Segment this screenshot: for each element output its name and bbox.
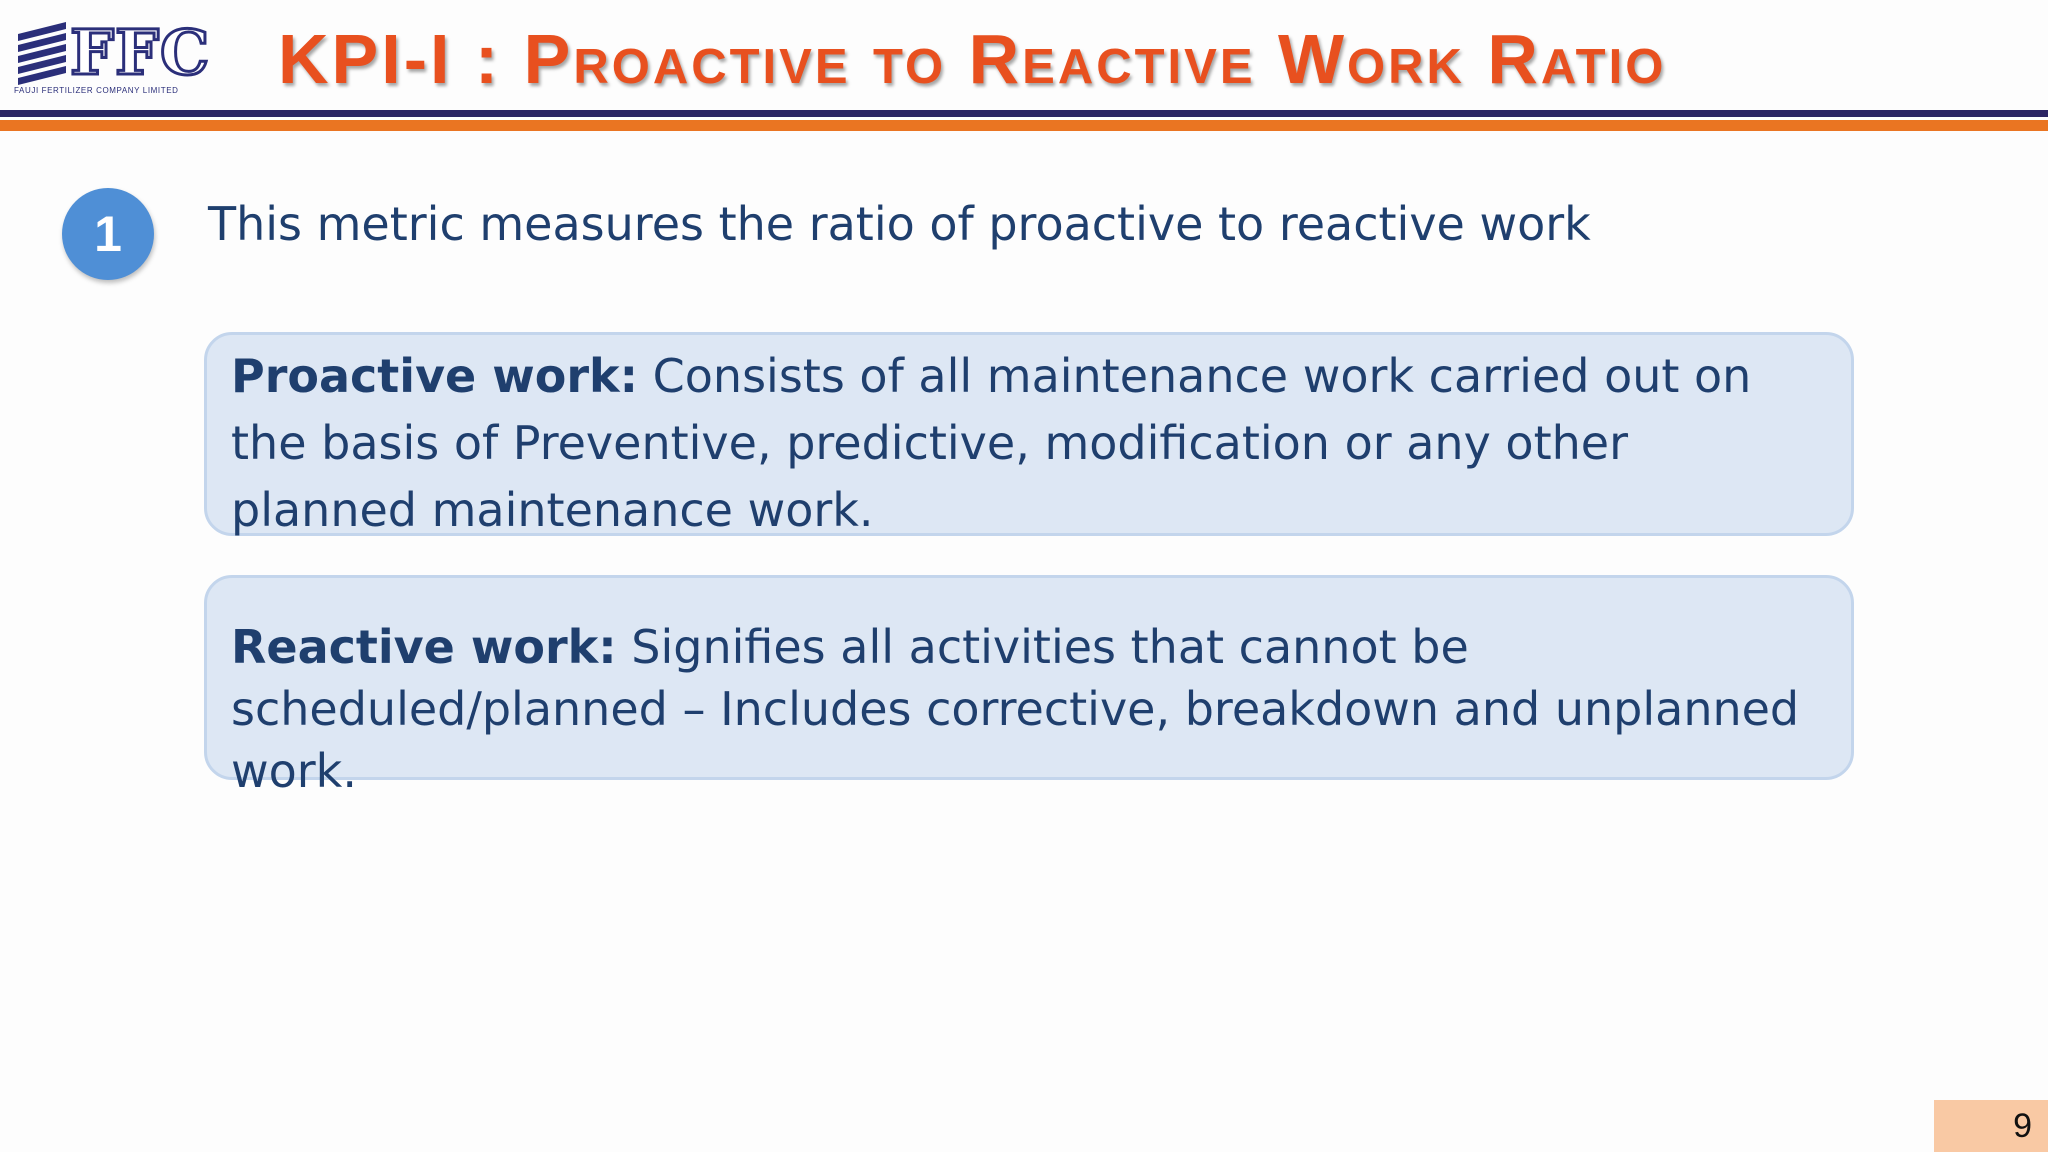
proactive-term: Proactive work: xyxy=(231,349,639,403)
proactive-definition-box xyxy=(204,332,1854,536)
company-logo xyxy=(14,18,224,98)
slide-title: KPI-I : Proactive to Reactive Work Ratio xyxy=(278,20,1667,98)
logo-stripes-icon xyxy=(14,20,74,86)
reactive-term: Reactive work: xyxy=(231,620,617,674)
header-rule-orange xyxy=(0,120,2048,131)
logo-tagline: FAUJI FERTILIZER COMPANY LIMITED xyxy=(14,86,179,95)
logo-letters: FFC xyxy=(70,16,211,89)
point-number-badge: 1 xyxy=(62,188,154,280)
point-text: This metric measures the ratio of proactive to reactive work xyxy=(208,197,1591,251)
page-number: 9 xyxy=(1934,1100,2048,1152)
reactive-description: Signifies all activities that cannot be scheduled/planned – Includes corrective, breakdown and unplanned work. xyxy=(231,620,1800,798)
proactive-description: Consists of all maintenance work carried out on the basis of Preventive, predictive, modification or any other planned maintenance work. xyxy=(231,349,1752,537)
reactive-definition-box xyxy=(204,575,1854,798)
header-rule-navy xyxy=(0,110,2048,117)
